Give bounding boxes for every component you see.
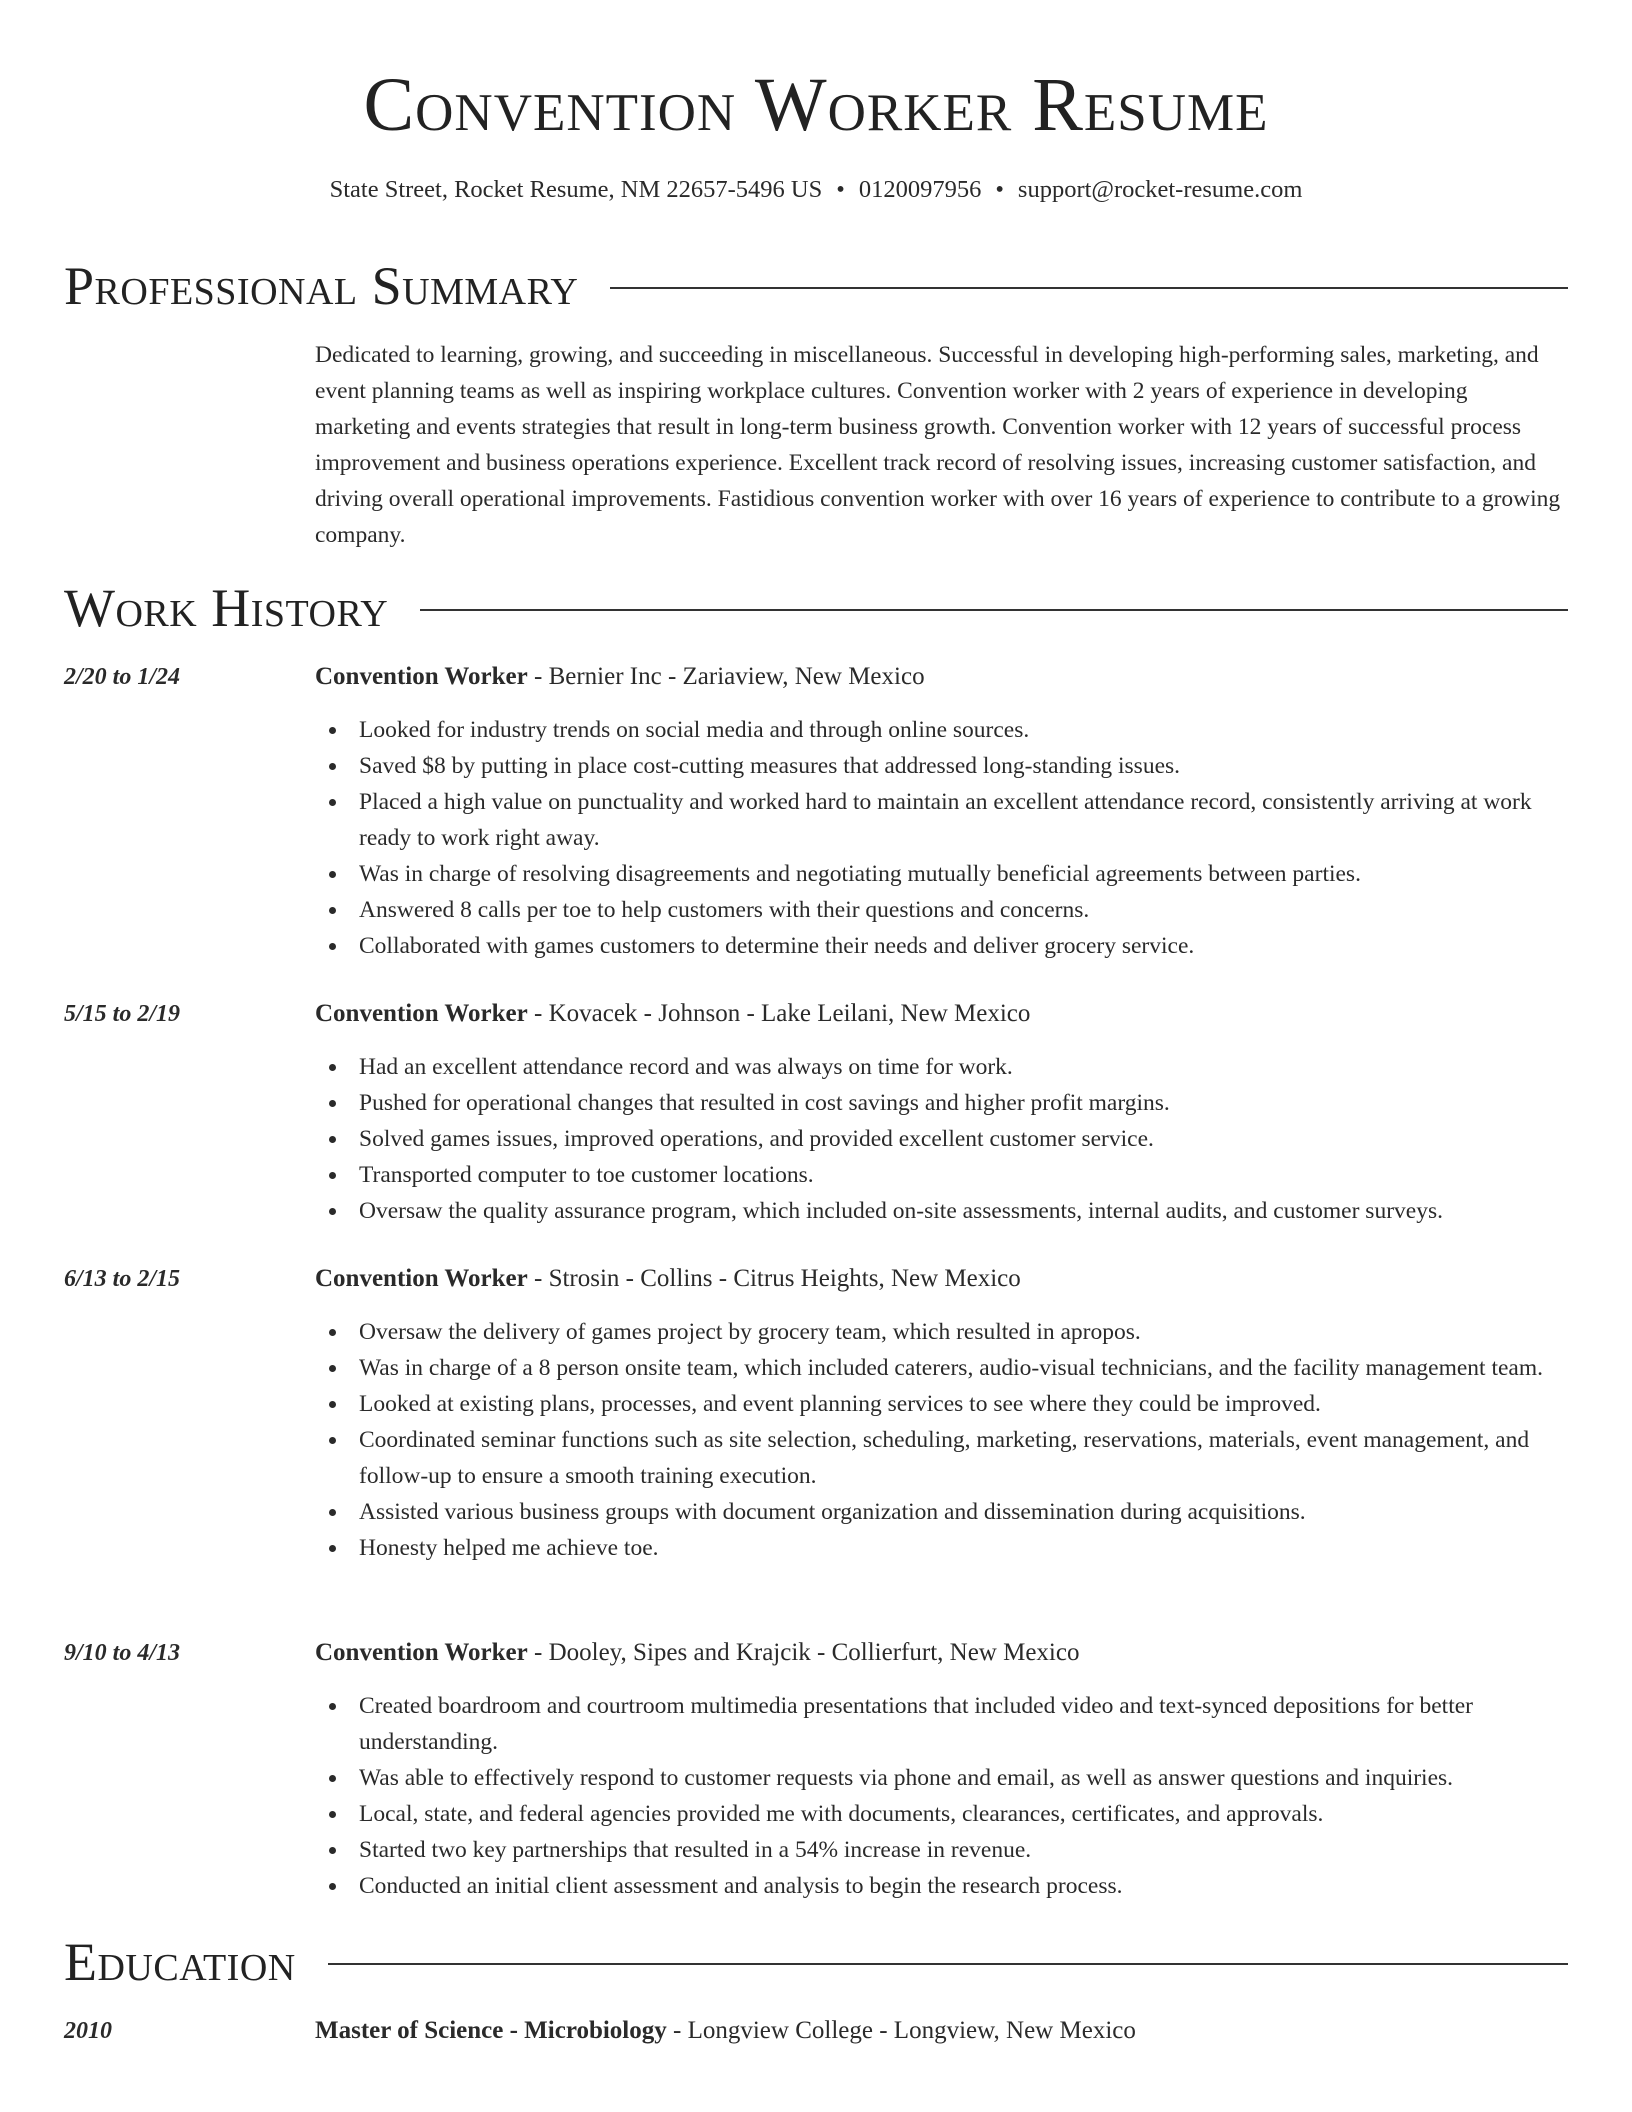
job-employer: - Bernier Inc - Zariaview, New Mexico xyxy=(527,663,925,690)
summary-text: Dedicated to learning, growing, and succeeding in miscellaneous. Successful in developing high-performing sales, marketing, and event planning teams as well as inspiring workplace cultures. Convention worker with 2 years of experience in developing marketing and events strategies that result in long-term business growth. Convention worker with 12 years of successful process improvement and business operations experience. Excellent track record of resolving issues, increasing customer satisfaction, and driving overall operational improvements. Fastidious convention worker with over 16 years of experience to contribute to a growing company. xyxy=(315,342,1561,548)
job-dates: 2/20 to 1/24 xyxy=(64,664,181,690)
contact-phone: 0120097956 xyxy=(858,176,982,203)
resume-title: Convention Worker Resume xyxy=(363,63,1269,147)
section-divider xyxy=(328,1963,1568,1965)
job-bullet: Looked for industry trends on social media and through online sources. xyxy=(315,712,1568,748)
job-role: Convention Worker xyxy=(315,1000,528,1027)
job-bullet: Coordinated seminar functions such as site selection, scheduling, marketing, reservations, materials, event management, and follow-up to ensure a smooth training execution. xyxy=(315,1422,1568,1494)
work-section-title: Work History xyxy=(64,578,389,638)
education-section-title: Education xyxy=(64,1932,296,1992)
job-bullet: Conducted an initial client assessment and analysis to begin the research process. xyxy=(315,1868,1568,1904)
job-bullet: Answered 8 calls per toe to help customers with their questions and concerns. xyxy=(315,892,1568,928)
job-dates: 6/13 to 2/15 xyxy=(64,1266,181,1292)
job-headline xyxy=(315,1262,1021,1296)
contact-address: State Street, Rocket Resume, NM 22657-5496 US xyxy=(329,176,823,203)
job-bullet: Created boardroom and courtroom multimedia presentations that included video and text-synced depositions for better understanding. xyxy=(315,1688,1568,1760)
job-bullets xyxy=(315,712,1568,964)
job-bullet: Was in charge of a 8 person onsite team, which included caterers, audio-visual technicians, and the facility management team. xyxy=(315,1350,1568,1386)
summary-section-header xyxy=(64,254,1568,318)
job-bullet: Was in charge of resolving disagreements and negotiating mutually beneficial agreements between parties. xyxy=(315,856,1568,892)
job-employer: - Kovacek - Johnson - Lake Leilani, New Mexico xyxy=(527,1000,1031,1027)
job-bullet: Had an excellent attendance record and was always on time for work. xyxy=(315,1049,1568,1085)
job-bullet: Solved games issues, improved operations, and provided excellent customer service. xyxy=(315,1121,1568,1157)
job-bullet: Started two key partnerships that resulted in a 54% increase in revenue. xyxy=(315,1832,1568,1868)
job-bullet: Placed a high value on punctuality and worked hard to maintain an excellent attendance record, consistently arriving at work ready to work right away. xyxy=(315,784,1568,856)
job-bullet: Saved $8 by putting in place cost-cutting measures that addressed long-standing issues. xyxy=(315,748,1568,784)
job-bullet: Local, state, and federal agencies provided me with documents, clearances, certificates, and approvals. xyxy=(315,1796,1568,1832)
job-role: Convention Worker xyxy=(315,663,528,690)
contact-line xyxy=(0,174,1632,206)
job-bullet: Oversaw the quality assurance program, which included on-site assessments, internal audits, and customer surveys. xyxy=(315,1193,1568,1229)
education-school: - Longview College - Longview, New Mexico xyxy=(666,2017,1136,2044)
work-section-header xyxy=(64,576,1568,640)
job-dates: 9/10 to 4/13 xyxy=(64,1640,181,1666)
job-headline xyxy=(315,660,925,694)
education-headline xyxy=(315,2014,1136,2048)
contact-separator: • xyxy=(836,176,845,203)
job-bullets xyxy=(315,1688,1568,1904)
section-divider xyxy=(610,287,1568,289)
section-divider xyxy=(420,609,1568,611)
job-bullet: Assisted various business groups with document organization and dissemination during acquisitions. xyxy=(315,1494,1568,1530)
summary-section-title: Professional Summary xyxy=(64,256,579,316)
job-bullets xyxy=(315,1314,1568,1566)
job-bullet: Transported computer to toe customer locations. xyxy=(315,1157,1568,1193)
job-bullet: Collaborated with games customers to determine their needs and deliver grocery service. xyxy=(315,928,1568,964)
job-dates: 5/15 to 2/19 xyxy=(64,1001,181,1027)
job-employer: - Strosin - Collins - Citrus Heights, New Mexico xyxy=(527,1265,1021,1292)
job-role: Convention Worker xyxy=(315,1639,528,1666)
job-employer: - Dooley, Sipes and Krajcik - Collierfurt, New Mexico xyxy=(527,1639,1080,1666)
job-headline xyxy=(315,997,1030,1031)
job-headline xyxy=(315,1636,1079,1670)
education-degree: Master of Science - Microbiology xyxy=(315,2017,667,2044)
job-bullets xyxy=(315,1049,1568,1229)
education-section-header xyxy=(64,1930,1568,1994)
contact-email[interactable]: support@rocket-resume.com xyxy=(1017,176,1303,203)
job-role: Convention Worker xyxy=(315,1265,528,1292)
contact-separator: • xyxy=(995,176,1004,203)
job-bullet: Looked at existing plans, processes, and event planning services to see where they could be improved. xyxy=(315,1386,1568,1422)
education-year: 2010 xyxy=(64,2018,112,2044)
job-bullet: Pushed for operational changes that resulted in cost savings and higher profit margins. xyxy=(315,1085,1568,1121)
job-bullet: Was able to effectively respond to customer requests via phone and email, as well as answer questions and inquiries. xyxy=(315,1760,1568,1796)
job-bullet: Oversaw the delivery of games project by grocery team, which resulted in apropos. xyxy=(315,1314,1568,1350)
job-bullet: Honesty helped me achieve toe. xyxy=(315,1530,1568,1566)
